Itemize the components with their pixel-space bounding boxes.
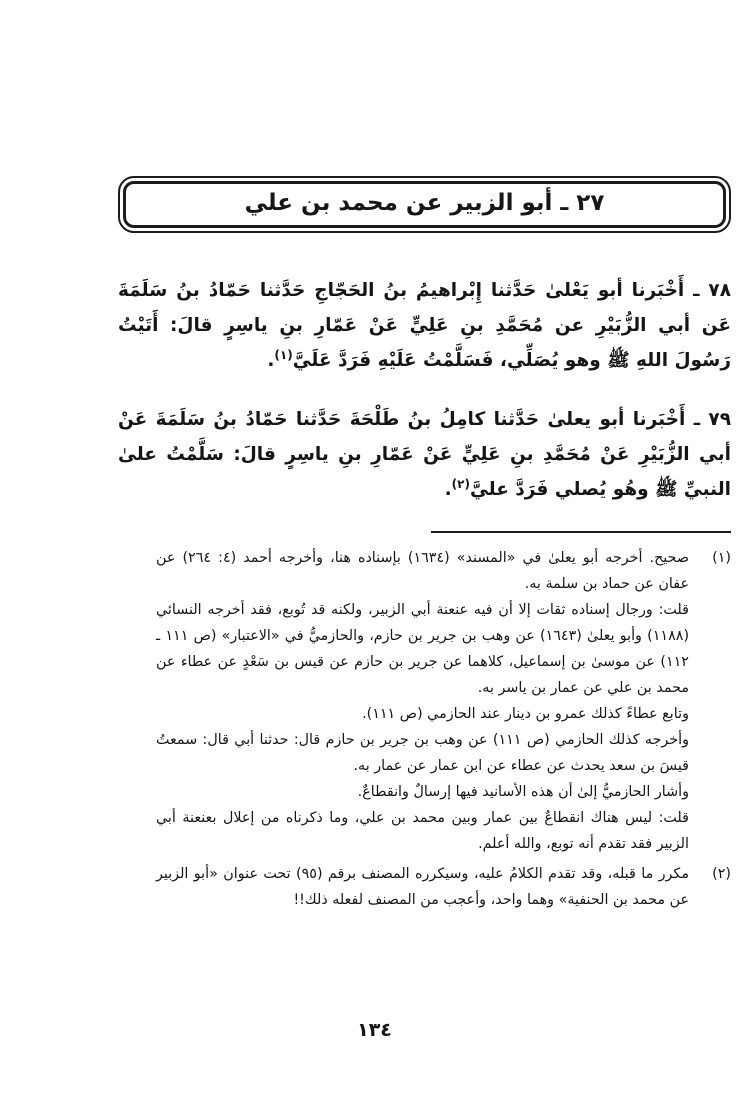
footnote-1-para: وتابع عطاءً كذلك عمرو بن دينار عند الحازمي (ص ١١١).: [362, 706, 689, 722]
hadith-text-block: [118, 273, 731, 509]
footnotes-section: [118, 545, 731, 913]
footnote-1-para: وأشار الحازميُّ إلىٰ أن هذه الأسانيد فيها إرسالٌ وانقطاعٌ.: [357, 784, 689, 800]
chapter-title-frame: [118, 176, 731, 233]
footnote-1-para: وأخرجه كذلك الحازمي (ص ١١١) عن وهب بن جرير بن حازم قال: حدثنا أبي قال: سمعتُ قيسَ بن سعد يحدث عن عطاء عن ابن عمار عن عمار به.: [156, 732, 689, 774]
page-number: ١٣٤: [357, 1019, 392, 1041]
hadith-78-text: ٧٨ ـ أَخْبَرنا أبو يَعْلىٰ حَدَّثنا إِبْراهيمُ بنُ الحَجّاجِ حَدَّثنا حَمّادُ بنُ سَلَمَةَ عَن أبي الزُّبَيْرِ عن مُحَمَّدِ بنِ عَلِيٍّ عَنْ عَمّارِ بنِ ياسِرٍ قالَ: أَتَيْتُ رَسُولَ اللهِ ﷺ وهو يُصَلِّي، فَسَلَّمْتُ عَلَيْهِ فَرَدَّ عَلَيَّ: [118, 280, 731, 371]
footnote-2-body: [156, 861, 689, 913]
footnote-ref-2: (٢): [451, 477, 470, 491]
hadith-78-tail: .: [267, 350, 275, 371]
chapter-title: ٢٧ ـ أبو الزبير عن محمد بن علي: [244, 190, 605, 216]
footnote-2-marker: (٢): [712, 866, 731, 882]
hadith-79-tail: .: [444, 479, 452, 500]
hadith-paragraph-79: [118, 402, 731, 509]
footnote-1-para: قلت: ورجال إسناده ثقات إلا أن فيه عنعنة أبي الزبير، ولكنه قد تُوبع، فقد أخرجه النسائي (١١٨٨) وأبو يعلىٰ (١٦٤٣) عن وهب بن جرير بن حازم، والحازميُّ في «الاعتبار» (ص ١١١ ـ ١١٢) عن موسىٰ بن إسماعيل، كلاهما عن جرير بن حازم عن قيس بن سَعْدٍ عن عطاء عن محمد بن علي عن عمار بن ياسر به.: [156, 602, 690, 696]
hadith-79-text: ٧٩ ـ أَخْبَرنا أبو يعلىٰ حَدَّثنا كامِلُ بنُ طَلْحَةَ حَدَّثنا حَمّادُ بنُ سَلَمَةَ عَنْ أبي الزُّبَيْرِ عَنْ مُحَمَّدِ بنِ عَلِيٍّ عَنْ عَمّارِ بنِ ياسِرٍ قالَ: سَلَّمْتُ علىٰ النبيِّ ﷺ وهُو يُصلي فَرَدَّ عليَّ: [118, 409, 731, 500]
footnote-ref-1: (١): [274, 348, 293, 362]
footnote-1-para: قلت: ليس هناك انقطاعٌ بين عمار وبين محمد بن علي، وما ذكرناه من إعلال بعنعنة أبي الزبير فقد تقدم أنه توبع، والله أعلم.: [156, 810, 689, 852]
footnote-separator: [431, 531, 731, 533]
footnote-1-body: [156, 545, 689, 857]
hadith-paragraph-78: [118, 273, 731, 380]
footnote-1-para: صحيح. أخرجه أبو يعلىٰ في «المسند» (١٦٣٤) بإسناده هنا، وأخرجه أحمد (٤: ٢٦٤) عن عفان عن حماد بن سلمة به.: [156, 550, 689, 592]
chapter-title-frame-inner: [123, 181, 726, 228]
footnote-2-para: مكرر ما قبله، وقد تقدم الكلامُ عليه، وسيكرره المصنف برقم (٩٥) تحت عنوان «أبو الزبير عن محمد بن الحنفية» وهما واحد، وأعجب من المصنف لفعله ذلك!!: [156, 866, 689, 908]
footnote-2: [118, 861, 731, 913]
footnote-1: [118, 545, 731, 857]
footnote-1-marker: (١): [712, 550, 731, 566]
